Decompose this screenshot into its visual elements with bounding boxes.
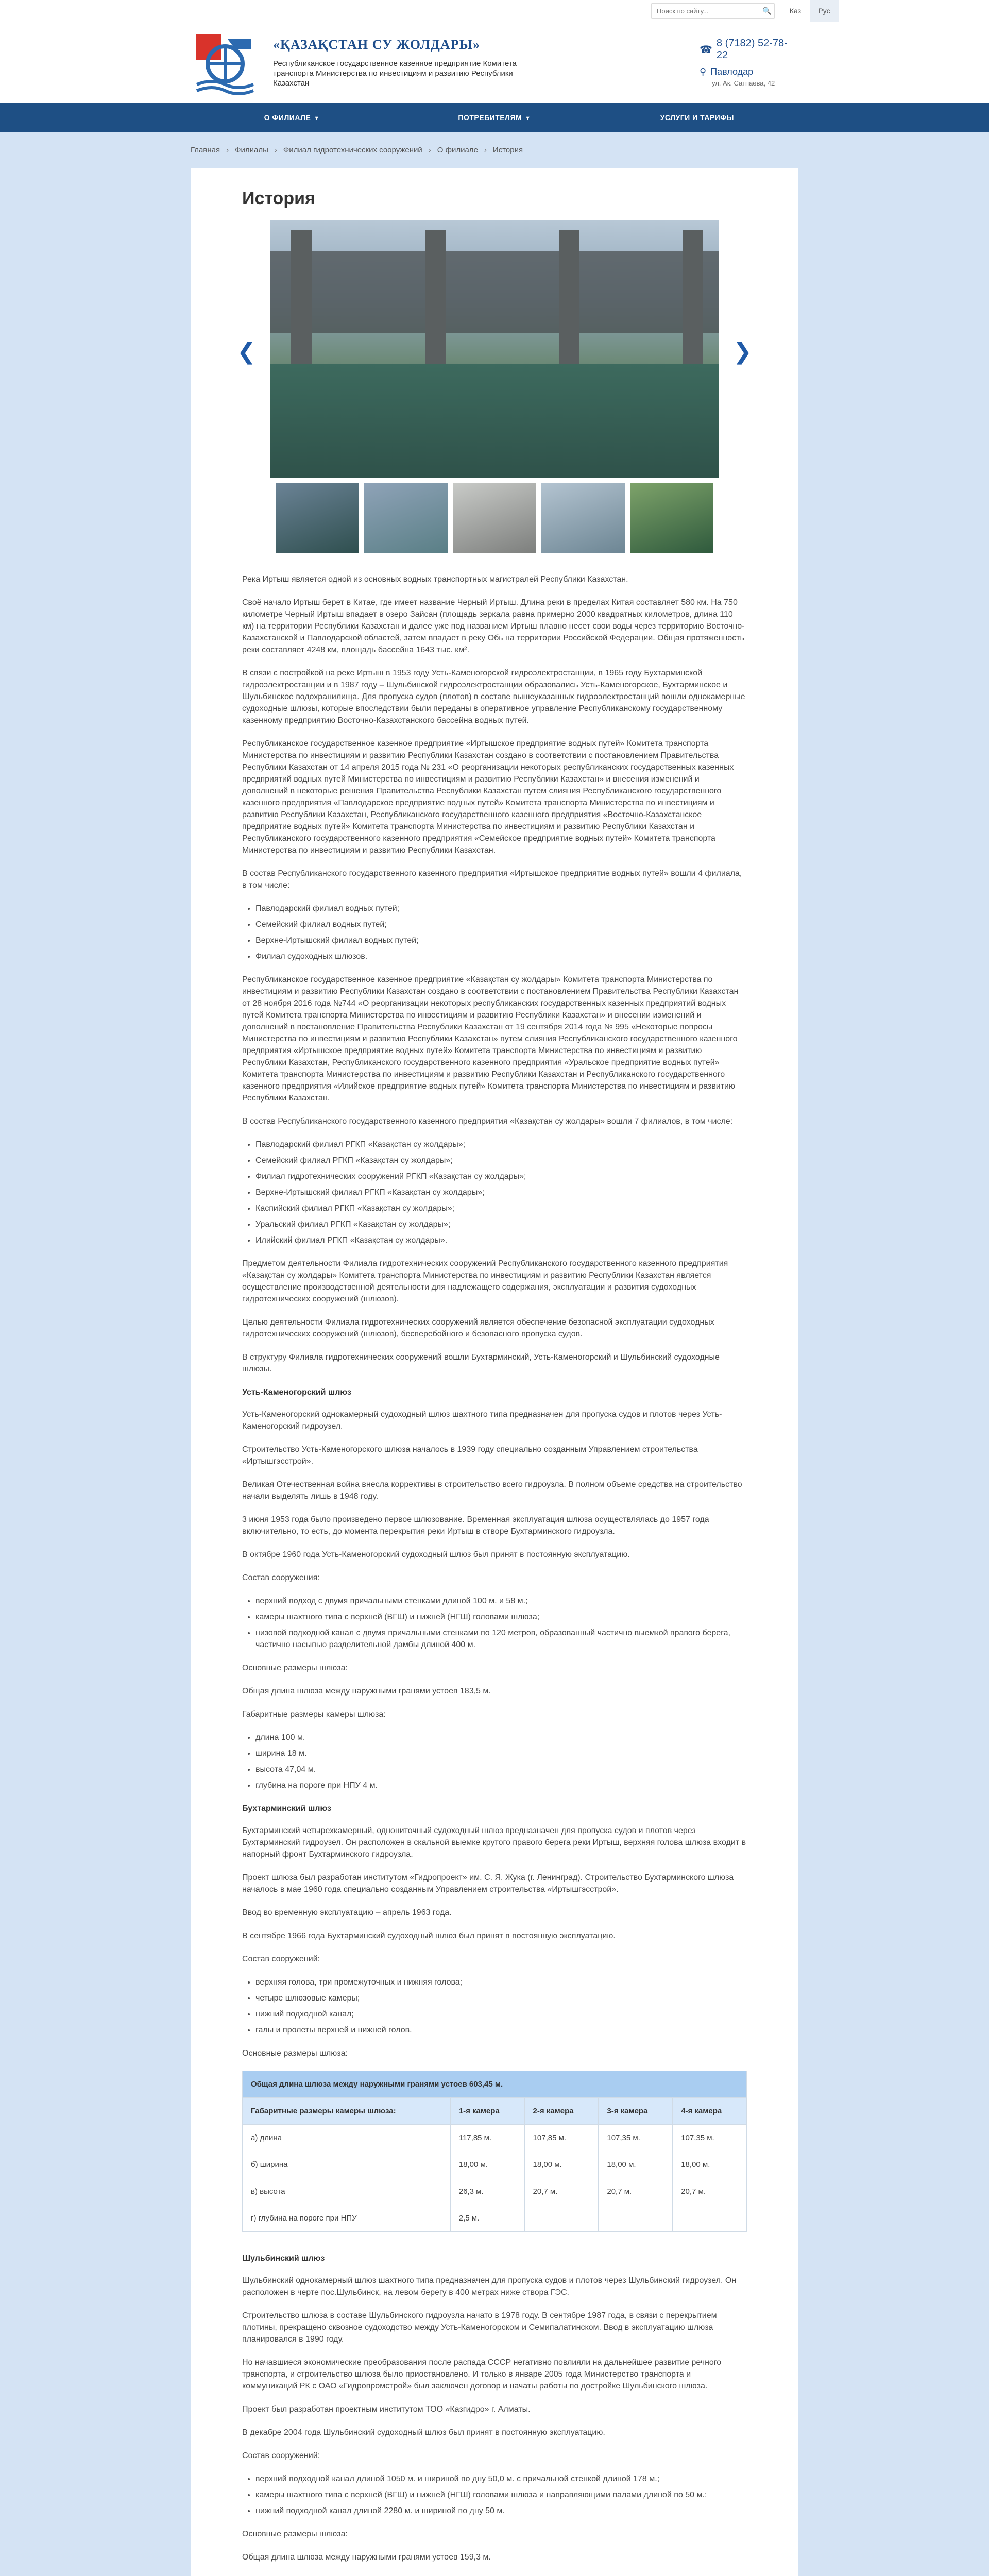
table-cell: 20,7 м. bbox=[673, 2178, 747, 2205]
slider-thumbnails bbox=[242, 483, 747, 553]
branches-list-new bbox=[255, 1139, 747, 1246]
list-item: • камеры шахтного типа с верхней (ВГШ) и нижней (НГШ) головами шлюза и направляющими палами длиной по 50 м.; bbox=[255, 2489, 747, 2501]
paragraph: Общая длина шлюза между наружными гранями устоев 183,5 м. bbox=[242, 1687, 491, 1696]
breadcrumb bbox=[191, 132, 798, 168]
breadcrumb-about[interactable]: О филиале bbox=[437, 145, 478, 155]
paragraph: Состав сооружения: bbox=[242, 1573, 320, 1582]
brand-block bbox=[273, 37, 541, 88]
table-cell: б) ширина bbox=[243, 2151, 451, 2178]
list-item: • нижний подходной канал; bbox=[255, 2008, 747, 2020]
table-row bbox=[243, 2125, 747, 2151]
paragraph: Габаритные размеры камеры шлюза: bbox=[242, 1710, 386, 1719]
paragraph: В октябре 1960 года Усть-Каменогорский судоходный шлюз был принят в постоянную эксплуатацию. bbox=[242, 1550, 630, 1559]
header-contacts bbox=[700, 38, 797, 87]
list-item: • галы и пролеты верхней и нижней голов. bbox=[255, 2024, 747, 2036]
dimensions-list bbox=[255, 1732, 747, 1791]
table-cell: 26,3 м. bbox=[450, 2178, 524, 2205]
lang-ru-button[interactable]: Рус bbox=[810, 0, 839, 22]
table-cell: 18,00 м. bbox=[599, 2151, 673, 2178]
table-cell: а) длина bbox=[243, 2125, 451, 2151]
table-main-header: Общая длина шлюза между наружными гранями устоев 603,45 м. bbox=[243, 2071, 747, 2098]
list-item: • низовой подходной канал с двумя причальными стенками по 120 метров, образованный частично выемкой правого берега, частично насыпью разделительной дамбы длиной 400 м. bbox=[255, 1627, 747, 1651]
list-item: • Каспийский филиал РГКП «Казақстан су жолдары»; bbox=[255, 1202, 747, 1214]
paragraph: В структуру Филиала гидротехнических сооружений вошли Бухтарминский, Усть-Каменогорский и Шульбинский судоходные шлюзы. bbox=[242, 1353, 720, 1374]
paragraph: В сентябре 1966 года Бухтарминский судоходный шлюз был принят в постоянную эксплуатацию. bbox=[242, 1931, 616, 1940]
table-header-cell: 1-я камера bbox=[450, 2098, 524, 2125]
top-utility-bar bbox=[0, 0, 989, 22]
list-item: • верхний подходной канал длиной 1050 м. и шириной по дну 50,0 м. с причальной стенкой длиной 178 м.; bbox=[255, 2473, 747, 2485]
paragraph: Проект шлюза был разработан институтом «Гидропроект» им. С. Я. Жука (г. Ленинград). Строительство Бухтарминского шлюза началось в мае 1960 года специально созданным Управлением строительства «Иртышгэсстрой». bbox=[242, 1873, 734, 1894]
paragraph: Общая длина шлюза между наружными гранями устоев 159,3 м. bbox=[242, 2553, 491, 2562]
list-item: • четыре шлюзовые камеры; bbox=[255, 1992, 747, 2004]
main-navigation bbox=[0, 103, 989, 132]
paragraph: Река Иртыш является одной из основных водных транспортных магистралей Республики Казахстан. bbox=[242, 575, 628, 584]
breadcrumb-current: История bbox=[492, 145, 523, 155]
nav-item-label: ПОТРЕБИТЕЛЯМ bbox=[458, 113, 522, 122]
table-cell: 18,00 м. bbox=[524, 2151, 599, 2178]
thumbnail[interactable] bbox=[364, 483, 448, 553]
breadcrumb-separator: › bbox=[484, 145, 487, 155]
structure-list bbox=[255, 1595, 747, 1651]
site-header bbox=[0, 22, 989, 103]
nav-item-label: УСЛУГИ И ТАРИФЫ bbox=[660, 113, 734, 122]
location-pin-icon: ⚲ bbox=[700, 66, 707, 77]
table-cell bbox=[599, 2205, 673, 2232]
table-cell: 107,85 м. bbox=[524, 2125, 599, 2151]
paragraph: 3 июня 1953 года было произведено первое шлюзование. Временная эксплуатация шлюза осуществлялась до 1957 года включительно, то есть, до момента перекрытия реки Иртыш в створе Бухтарминского гидроузла. bbox=[242, 1515, 709, 1536]
breadcrumb-separator: › bbox=[226, 145, 229, 155]
header-phone-text: 8 (7182) 52-78-22 bbox=[716, 38, 788, 61]
list-item: • высота 47,04 м. bbox=[255, 1764, 747, 1775]
thumbnail[interactable] bbox=[541, 483, 625, 553]
list-item: • ширина 18 м. bbox=[255, 1748, 747, 1759]
lang-kz-button[interactable]: Каз bbox=[789, 7, 802, 15]
table-cell: 18,00 м. bbox=[673, 2151, 747, 2178]
paragraph: В состав Республиканского государственного казенного предприятия «Иртышское предприятие водных путей» вошли 4 филиала, в том числе: bbox=[242, 869, 742, 890]
table-cell: в) высота bbox=[243, 2178, 451, 2205]
paragraph: Основные размеры шлюза: bbox=[242, 2530, 348, 2538]
paragraph: Республиканское государственное казенное предприятие «Иртышское предприятие водных путей» Комитета транспорта Министерства по инвестициям и развитию Республики Казахстан создано в соответствии с постановлением Правительства Республики Казахстан от 14 апреля 2015 года № 231 «О реорганизации некоторых республиканских государственных казенных предприятий водных путей Министерства по инвестициям и развитию Республики Казахстан» и внесения изменений и дополнений в некоторые решения Правительства Республики Казахстан путем слияния Республиканского государственного казенного предприятия «Павлодарское предприятие водных путей» Комитета транспорта Министерства по инвестициям и развитию Республики Казахстан, Республиканского государственного казенного предприятия «Восточно-Казахстанское предприятие водных путей» Комитета транспорта Министерства по инвестициям и развитию Республики Казахстан и Республиканского государственного казенного предприятия «Семейское предприятие водных путей» Комитета транспорта Министерства по инвестициям и развитию Республики Казахстан. bbox=[242, 739, 734, 855]
header-address: ул. Ак. Сатпаева, 42 bbox=[712, 79, 775, 87]
search-box[interactable] bbox=[651, 3, 775, 19]
paragraph: Проект был разработан проектным институтом ТОО «Казгидро» г. Алматы. bbox=[242, 2405, 531, 2414]
slide-tower-shape bbox=[683, 230, 703, 375]
paragraph: Состав сооружений: bbox=[242, 2451, 320, 2460]
photo-slider bbox=[237, 220, 752, 478]
list-item: • Верхне-Иртышский филиал РГКП «Казақстан су жолдары»; bbox=[255, 1187, 747, 1198]
table-cell: 2,5 м. bbox=[450, 2205, 524, 2232]
table-header-cell: 2-я камера bbox=[524, 2098, 599, 2125]
paragraph: Но начавшиеся экономические преобразования после распада СССР негативно повлияли на дальнейшее развитие речного транспорта, и строительство шлюза было приостановлено. И только в январе 2005 года Министерство транспорта и коммуникаций РК с ОАО «Гидропромстрой» был заключен договор и начаты работы по достройке Шульбинского шлюза. bbox=[242, 2358, 722, 2391]
list-item: • верхний подход с двумя причальными стенками длиной 100 м. и 58 м.; bbox=[255, 1595, 747, 1607]
table-cell: 107,35 м. bbox=[599, 2125, 673, 2151]
list-item: • Семейский филиал РГКП «Казақстан су жолдары»; bbox=[255, 1155, 747, 1166]
slide-bridge-shape bbox=[270, 251, 719, 333]
structure-list bbox=[255, 2473, 747, 2517]
nav-item-about[interactable] bbox=[191, 103, 393, 132]
table-cell: 117,85 м. bbox=[450, 2125, 524, 2151]
chevron-down-icon: ▼ bbox=[314, 115, 320, 122]
thumbnail[interactable] bbox=[453, 483, 536, 553]
list-item: • Илийский филиал РГКП «Казақстан су жолдары». bbox=[255, 1234, 747, 1246]
list-item: • Филиал гидротехнических сооружений РГКП «Казақстан су жолдары»; bbox=[255, 1171, 747, 1182]
table-cell: 20,7 м. bbox=[599, 2178, 673, 2205]
table-row bbox=[243, 2205, 747, 2232]
header-phone[interactable] bbox=[700, 38, 797, 61]
header-city bbox=[700, 66, 797, 77]
thumbnail[interactable] bbox=[630, 483, 713, 553]
branches-list-old bbox=[255, 903, 747, 962]
paragraph: Усть-Каменогорский однокамерный судоходный шлюз шахтного типа предназначен для пропуска судов и плотов через Усть-Каменогорский гидроузел. bbox=[242, 1410, 722, 1431]
breadcrumb-separator: › bbox=[428, 145, 431, 155]
list-item: • длина 100 м. bbox=[255, 1732, 747, 1743]
slider-prev-arrow-icon[interactable]: ❮ bbox=[237, 339, 256, 364]
structure-list bbox=[255, 1976, 747, 2036]
list-item: • нижний подходной канал длиной 2280 м. и шириной по дну 50 м. bbox=[255, 2505, 747, 2517]
nav-item-consumers[interactable] bbox=[393, 103, 595, 132]
paragraph: Предметом деятельности Филиала гидротехнических сооружений Республиканского государственного казенного предприятия «Казақстан су жолдары» Комитета транспорта Министерства по инвестициям и развитию Республики Казахстан является осуществление производственной деятельности для надлежащего содержания, эксплуатации и развития судоходных гидротехнических сооружений (шлюзов). bbox=[242, 1259, 728, 1303]
list-item: • Филиал судоходных шлюзов. bbox=[255, 951, 747, 962]
paragraph: Великая Отечественная война внесла коррективы в строительство всего гидроузла. В полном объеме средства на строительство начали выделять лишь в 1948 году. bbox=[242, 1480, 742, 1501]
paragraph: В декабре 2004 года Шульбинский судоходный шлюз был принят в постоянную эксплуатацию. bbox=[242, 2428, 605, 2437]
table-cell: 18,00 м. bbox=[450, 2151, 524, 2178]
breadcrumb-separator: › bbox=[274, 145, 277, 155]
list-item: • камеры шахтного типа с верхней (ВГШ) и нижней (НГШ) головами шлюза; bbox=[255, 1611, 747, 1623]
paragraph: Республиканское государственное казенное предприятие «Казақстан су жолдары» Комитета транспорта Министерства по инвестициям и развитию Республики Казахстан создано в соответствии с постановлением Правительства Республики Казахстан от 28 ноября 2016 года №744 «О реорганизации некоторых республиканских государственных казенных предприятий водных путей Комитета транспорта Министерства по инвестициям и развитию Республики Казахстан» и внесении изменений и дополнений в постановление Правительства Республики Казахстан от 19 сентября 2014 года № 995 «Некоторые вопросы Министерства по инвестициям и развитию Республики Казахстан» путем слияния Республиканского государственного казенного предприятия «Иртышское предприятие водных путей» Комитета транспорта Министерства по инвестициям и развитию Республики Казахстан, Республиканского государственного казенного предприятия «Уральское предприятие водных путей» Комитета транспорта Министерства по инвестициям и развитию Республики Казахстан и Республиканского государственного казенного предприятия «Илийское предприятие водных путей» Комитета транспорта Министерства по инвестициям и развитию Республики Казахстан. bbox=[242, 975, 739, 1103]
phone-icon: ☎ bbox=[700, 44, 712, 56]
dimensions-table bbox=[242, 2071, 747, 2232]
breadcrumb-branches[interactable]: Филиалы bbox=[235, 145, 268, 155]
paragraph: Состав сооружений: bbox=[242, 1955, 320, 1963]
brand-title[interactable]: «ҚАЗАҚСТАН СУ ЖОЛДАРЫ» bbox=[273, 37, 481, 52]
list-item: • верхняя голова, три промежуточных и нижняя голова; bbox=[255, 1976, 747, 1988]
table-header-cell: 4-я камера bbox=[673, 2098, 747, 2125]
table-header-cell: Габаритные размеры камеры шлюза: bbox=[243, 2098, 451, 2125]
table-header-row bbox=[243, 2098, 747, 2125]
slider-next-arrow-icon[interactable]: ❯ bbox=[733, 339, 752, 364]
breadcrumb-home[interactable]: Главная bbox=[191, 145, 220, 155]
chevron-down-icon: ▼ bbox=[525, 115, 531, 122]
slide-image bbox=[270, 220, 719, 478]
list-item: • Уральский филиал РГКП «Казақстан су жолдары»; bbox=[255, 1218, 747, 1230]
header-city-text: Павлодар bbox=[710, 66, 754, 77]
search-input[interactable] bbox=[652, 7, 760, 15]
paragraph: В связи с постройкой на реке Иртыш в 1953 году Усть-Каменогорской гидроэлектростанции, в 1965 году Бухтарминской гидроэлектростанции и в 1987 году – Шульбинской гидроэлектростанции образовались Усть-Каменогорское, Бухтарминское и Шульбинское водохранилища. Для пропуска судов (плотов) в составе вышеуказанных гидроэлектростанций вошли однокамерные судоходные шлюзы, которые впоследствии были переданы в оперативное управление Республиканскому государственному казенному предприятию Восточно-Казахстанского бассейна водных путей. bbox=[242, 669, 745, 725]
table-header-cell: 3-я камера bbox=[599, 2098, 673, 2125]
slide-tower-shape bbox=[425, 230, 446, 375]
paragraph: Своё начало Иртыш берет в Китае, где имеет название Черный Иртыш. Длина реки в пределах Китая составляет 580 км. На 750 километре Черный Иртыш впадает в озеро Зайсан (площадь зеркала равна примерно 2000 квадратных километров, длина 110 км) на территории Республики Казахстан и далее уже под названием Иртыш плавно несет свои воды через территорию Восточно-Казахстанской и Павлодарской областей, затем впадает в реку Обь на территории Российской Федерации. Общая протяженность реки составляет 4248 км, площадь бассейна 1643 тыс. км². bbox=[242, 598, 745, 654]
paragraph: Бухтарминский четырехкамерный, однониточный судоходный шлюз предназначен для пропуска судов и плотов через Бухтарминский гидроузел. Он расположен в скальной выемке крутого правого берега реки Иртыш, верхняя голова шлюза входит в напорный фронт Бухтарминского гидроузла. bbox=[242, 1826, 746, 1859]
list-item: • глубина на пороге при НПУ 4 м. bbox=[255, 1780, 747, 1791]
paragraph: Основные размеры шлюза: bbox=[242, 1664, 348, 1672]
main-content bbox=[191, 168, 798, 2576]
thumbnail[interactable] bbox=[276, 483, 359, 553]
table-row bbox=[243, 2151, 747, 2178]
brand-subtitle: Республиканское государственное казенное предприятие Комитета транспорта Министерства по инвестициям и развитию Республики Казахстан bbox=[273, 59, 517, 88]
section-heading-ust-kamenogorsk: Усть-Каменогорский шлюз bbox=[242, 1388, 352, 1397]
nav-item-services[interactable] bbox=[596, 103, 798, 132]
slide-tower-shape bbox=[559, 230, 579, 375]
table-cell: 107,35 м. bbox=[673, 2125, 747, 2151]
paragraph: Шульбинский однокамерный шлюз шахтного типа предназначен для пропуска судов и плотов через Шульбинский гидроузел. Он расположен в черте пос.Шульбинск, на левом берегу в 400 метрах ниже створа ГЭС. bbox=[242, 2276, 737, 2297]
section-heading-bukhtarma: Бухтарминский шлюз bbox=[242, 1804, 332, 1813]
nav-item-label: О ФИЛИАЛЕ bbox=[264, 113, 311, 122]
table-cell: 20,7 м. bbox=[524, 2178, 599, 2205]
paragraph: В состав Республиканского государственного казенного предприятия «Казақстан су жолдары» вошли 7 филиалов, в том числе: bbox=[242, 1117, 733, 1126]
paragraph: Строительство шлюза в составе Шульбинского гидроузла начато в 1978 году. В сентябре 1987 года, в связи с перекрытием плотины, прекращено сквозное судоходство между Усть-Каменогорском и Семипалатинском. Ввод в эксплуатацию шлюза планировался в 1990 году. bbox=[242, 2311, 717, 2344]
list-item: • Верхне-Иртышский филиал водных путей; bbox=[255, 935, 747, 946]
page-background bbox=[0, 132, 989, 2576]
logo-icon[interactable] bbox=[192, 29, 259, 96]
table-cell: г) глубина на пороге при НПУ bbox=[243, 2205, 451, 2232]
search-icon[interactable]: 🔍 bbox=[762, 6, 772, 15]
page-title: История bbox=[242, 189, 315, 208]
slide-tower-shape bbox=[291, 230, 312, 375]
slide-water-shape bbox=[270, 364, 719, 478]
list-item: • Павлодарский филиал водных путей; bbox=[255, 903, 747, 914]
list-item: • Павлодарский филиал РГКП «Казақстан су жолдары»; bbox=[255, 1139, 747, 1150]
table-cell bbox=[524, 2205, 599, 2232]
list-item: • Семейский филиал водных путей; bbox=[255, 919, 747, 930]
table-cell bbox=[673, 2205, 747, 2232]
table-row bbox=[243, 2178, 747, 2205]
article-text bbox=[242, 573, 747, 2576]
paragraph: Целью деятельности Филиала гидротехнических сооружений является обеспечение безопасной эксплуатации судоходных гидротехнических сооружений (шлюзов), бесперебойного и безопасного пропуска судов. bbox=[242, 1318, 714, 1338]
paragraph: Основные размеры шлюза: bbox=[242, 2049, 348, 2058]
paragraph: Строительство Усть-Каменогорского шлюза началось в 1939 году специально созданным Управлением строительства «Иртышгэсстрой». bbox=[242, 1445, 698, 1466]
breadcrumb-branch[interactable]: Филиал гидротехнических сооружений bbox=[283, 145, 422, 155]
paragraph: Ввод во временную эксплуатацию – апрель 1963 года. bbox=[242, 1908, 452, 1917]
section-heading-shulba: Шульбинский шлюз bbox=[242, 2254, 325, 2263]
